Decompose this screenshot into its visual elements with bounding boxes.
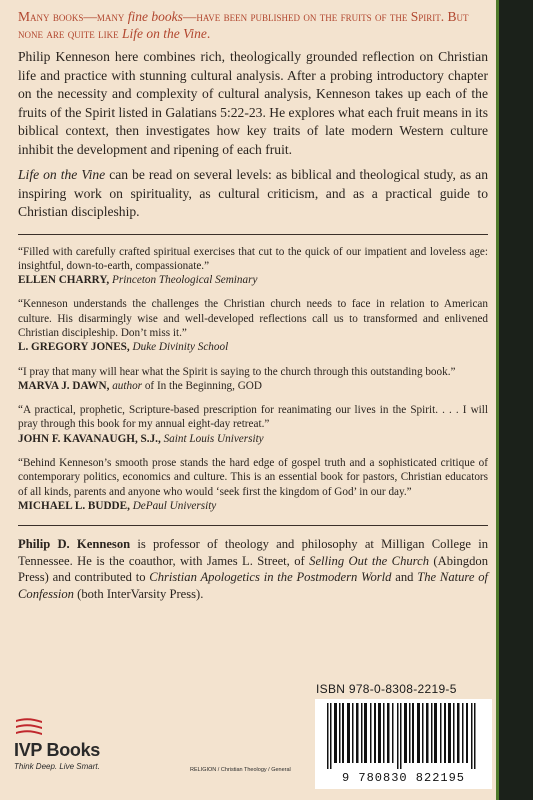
back-cover-content: [18, 8, 488, 602]
endorsement-attribution: L. GREGORY JONES, Duke Divinity School: [18, 341, 229, 354]
endorsement: [18, 403, 488, 446]
isbn-label: ISBN 978-0-8308-2219-5: [316, 682, 457, 696]
barcode: [315, 699, 492, 789]
ivp-logo-icon: [14, 716, 44, 738]
description-paragraph-2: Life on the Vine can be read on several levels: as biblical and theological study, as an inspiring work on spirituality, as cultural criticism, and as a practical guide to Christian discipleship.: [18, 167, 489, 219]
endorsement-text: “Filled with carefully crafted spiritual exercises that cut to the quick of our impatient and loveless age: insightful, down-to-earth, compassionate.”: [18, 245, 488, 272]
barcode-bars: [323, 703, 484, 769]
category-label: RELIGION / Christian Theology / General: [190, 767, 291, 773]
description-paragraph-1: Philip Kenneson here combines rich, theologically grounded reflection on Christian life and practice with stunning cultural analysis. After a probing introductory chapter on the necessity and complexity of cultural analysis, Kenneson takes up each of the fruits of the Spirit listed in Galatians 5:22-23. He explores what each fruit means in its biblical context, then investigates how key traits of late modern Western culture inhibit the development and ripening of each fruit.: [18, 49, 488, 157]
endorsement-attribution: MARVA J. DAWN, author of In the Beginning, GOD: [18, 379, 262, 392]
endorsement-attribution: MICHAEL L. BUDDE, DePaul University: [18, 499, 217, 512]
author-bio: Philip D. Kenneson is professor of theology and philosophy at Milligan College in Tennessee. He is the coauthor, with James L. Street, of Selling Out the Church (Abingdon Press) and contributed to Christian Apologetics in the Postmodern World and The Nature of Confession (both InterVarsity Press).: [18, 537, 489, 601]
endorsement-text: “Behind Kenneson’s smooth prose stands the hard edge of gospel truth and a sophisticated critique of contemporary politics, economics and culture. This is an essential book for pastors, Christian educators of all kinds, parents and anyone who would ‘seek first the kingdom of God’ in our day.”: [18, 457, 488, 498]
divider: [18, 234, 488, 235]
endorsement: [18, 297, 488, 354]
endorsement: [18, 245, 488, 288]
publisher-name: IVP Books: [14, 740, 100, 760]
endorsement-text: “I pray that many will hear what the Spirit is saying to the church through this outstanding book.”: [18, 365, 456, 378]
endorsement-text: “Kenneson understands the challenges the Christian church needs to face in relation to American culture. His disarmingly wise and well-developed reflections call us to transformed and enlivened Christian discipleship. Don’t miss it.”: [18, 298, 488, 339]
lead-tagline: Many books—many fine books—have been published on the fruits of the Spirit. But none are quite like Life on the Vine.: [18, 9, 469, 41]
spine-edge: [499, 0, 533, 800]
divider: [18, 525, 488, 526]
spine-accent-line: [496, 0, 499, 800]
endorsement-attribution: ELLEN CHARRY, Princeton Theological Seminary: [18, 274, 258, 287]
barcode-digits: 9 780830 822195: [341, 771, 466, 785]
endorsement-text: “A practical, prophetic, Scripture-based prescription for reanimating our lives in the Spirit. . . . I will pray through this book for my annual eight-day retreat.”: [18, 404, 488, 431]
endorsement: [18, 456, 488, 513]
endorsement-attribution: JOHN F. KAVANAUGH, S.J., Saint Louis University: [18, 432, 264, 445]
endorsement: [18, 365, 488, 394]
publisher-tagline: Think Deep. Live Smart.: [14, 762, 100, 771]
